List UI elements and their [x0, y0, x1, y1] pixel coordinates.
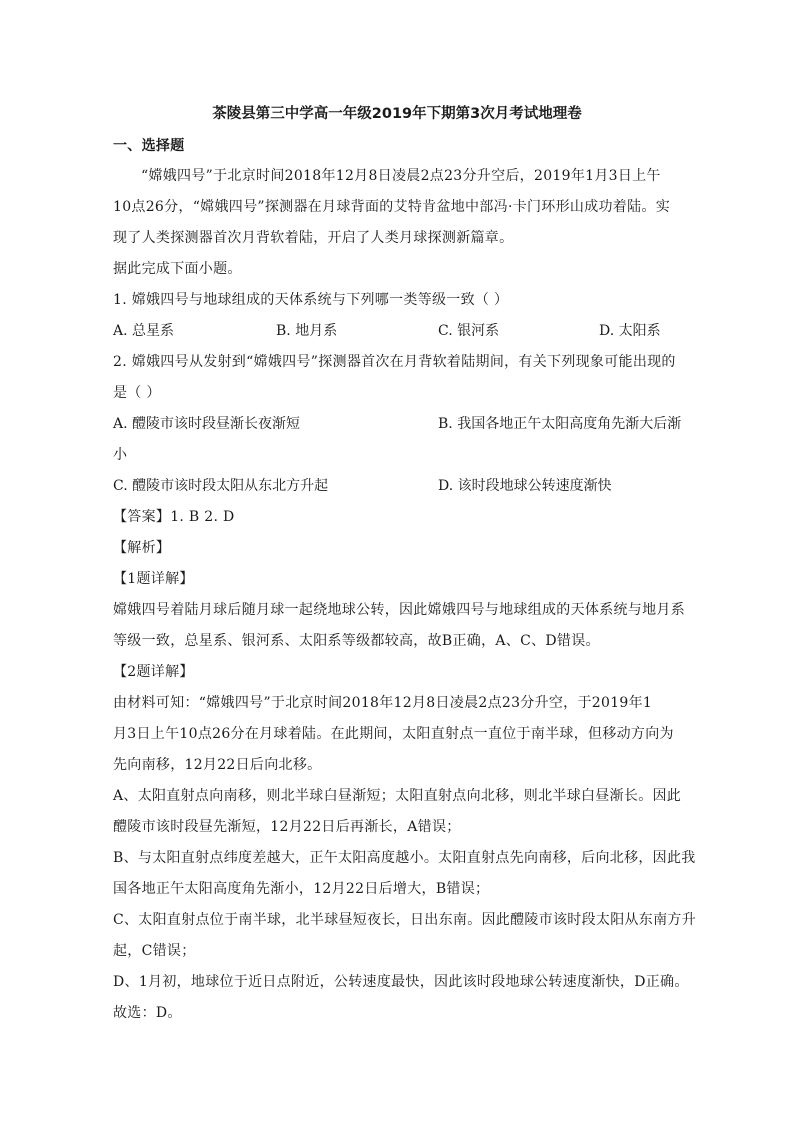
- q2-detail-label: 【2题详解】: [113, 664, 194, 680]
- passage-line: 现了人类探测器首次月背软着陆，开启了人类月球探测新篇章。: [113, 230, 514, 246]
- q2-detail-line: 先向南移，12月22日后向北移。: [113, 757, 322, 773]
- q1-option-b: B. 地月系: [276, 323, 338, 339]
- q1-option-c: C. 银河系: [438, 323, 500, 339]
- question-2-stem: 2. 嫦娥四号从发射到“嫦娥四号”探测器首次在月背软着陆期间，有关下列现象可能出现的: [113, 354, 676, 370]
- q2-detail-line: 月3日上午10点26分在月球着陆。在此期间，太阳直射点一直位于南半球，但移动方向为: [113, 726, 674, 742]
- q1-detail-line: 等级一致，总星系、银河系、太阳系等级都较高，故B正确，A、C、D错误。: [113, 633, 600, 649]
- q1-option-a: A. 总星系: [113, 323, 175, 339]
- answer-line: 【答案】1. B 2. D: [113, 509, 235, 525]
- q2-detail-line: B、与太阳直射点纬度差越大，正午太阳高度越小。太阳直射点先向南移，后向北移，因此我: [113, 850, 696, 866]
- question-1-stem: 1. 嫦娥四号与地球组成的天体系统与下列哪一类等级一致（ ）: [113, 292, 509, 308]
- q2-detail-line: 国各地正午太阳高度角先渐小，12月22日后增大，B错误；: [113, 881, 490, 897]
- passage-line: “嫦娥四号”于北京时间2018年12月8日凌晨2点23分升空后，2019年1月3日上午: [141, 168, 661, 184]
- q2-detail-line: 起，C错误；: [113, 943, 196, 959]
- q1-detail-label: 【1题详解】: [113, 571, 194, 587]
- section-heading: 一、选择题: [113, 138, 185, 154]
- q1-option-d: D. 太阳系: [599, 323, 661, 339]
- q2-detail-line: 醴陵市该时段昼先渐短，12月22日后再渐长，A错误；: [113, 819, 461, 835]
- q2-option-c: C. 醴陵市该时段太阳从东北方升起: [113, 478, 329, 494]
- analysis-label: 【解析】: [113, 540, 171, 556]
- question-2-stem: 是（ ）: [113, 385, 161, 401]
- passage-line: 10点26分，“嫦娥四号”探测器在月球背面的艾特肯盆地中部冯·卡门环形山成功着陆。实: [113, 199, 670, 215]
- q2-option-b-wrap: 小: [113, 447, 127, 463]
- q2-detail-line: A、太阳直射点向南移，则北半球白昼渐短；太阳直射点向北移，则北半球白昼渐长。因此: [113, 788, 682, 804]
- page-title: 茶陵县第三中学高一年级2019年下期第3次月考试地理卷: [212, 106, 582, 122]
- q2-detail-line: 故选：D。: [113, 1005, 182, 1021]
- q1-detail-line: 嫦娥四号着陆月球后随月球一起绕地球公转，因此嫦娥四号与地球组成的天体系统与地月系: [113, 602, 685, 618]
- q2-option-b: B. 我国各地正午太阳高度角先渐大后渐: [438, 416, 682, 432]
- q2-option-a: A. 醴陵市该时段昼渐长夜渐短: [113, 416, 301, 432]
- q2-option-d: D. 该时段地球公转速度渐快: [438, 478, 612, 494]
- q2-detail-line: 由材料可知：“嫦娥四号”于北京时间2018年12月8日凌晨2点23分升空，于2019年1: [113, 695, 653, 711]
- q2-detail-line: D、1月初，地球位于近日点附近，公转速度最快，因此该时段地球公转速度渐快，D正确。: [113, 974, 689, 990]
- instruction-text: 据此完成下面小题。: [113, 261, 242, 277]
- q2-detail-line: C、太阳直射点位于南半球，北半球昼短夜长，日出东南。因此醴陵市该时段太阳从东南方升: [113, 912, 697, 928]
